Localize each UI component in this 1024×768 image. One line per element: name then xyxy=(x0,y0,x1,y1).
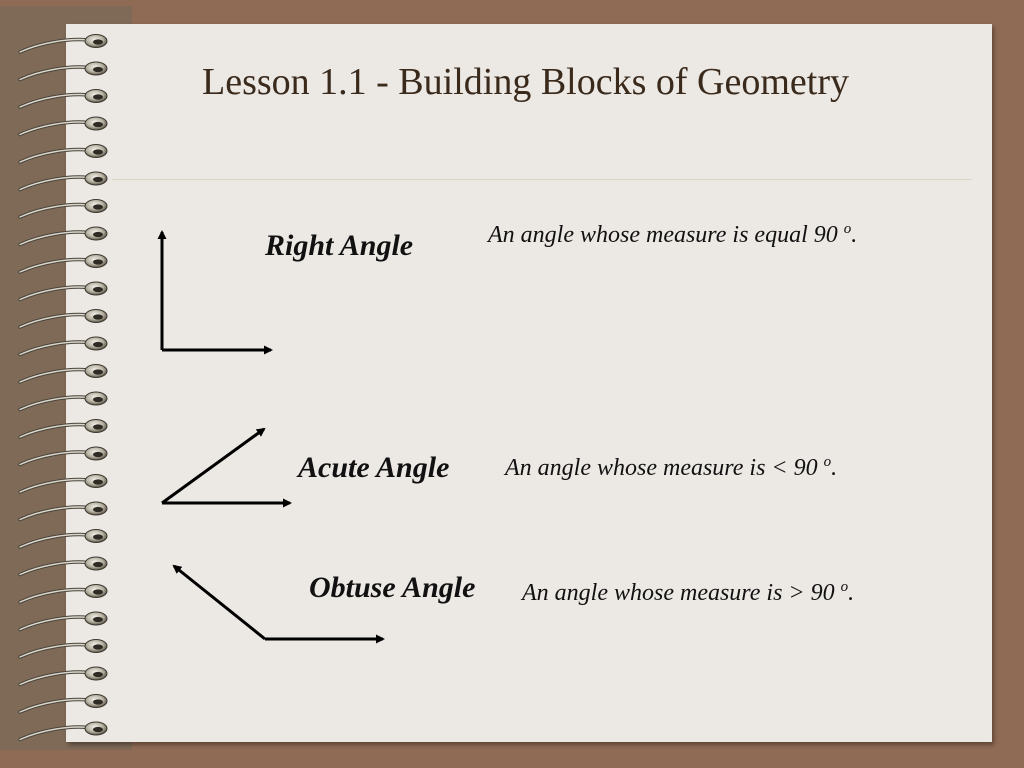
right-angle-definition-text: An angle whose measure is equal 90 xyxy=(488,222,838,248)
right-angle-definition xyxy=(488,222,857,249)
acute-angle-definition-text: An angle whose measure is < 90 xyxy=(505,455,818,481)
page-title: Lesson 1.1 - Building Blocks of Geometry xyxy=(202,61,849,103)
definition-period: . xyxy=(848,580,855,606)
acute-angle-icon xyxy=(162,429,290,503)
definition-period: . xyxy=(851,222,858,248)
obtuse-angle-term: Obtuse Angle xyxy=(309,571,476,604)
degree-mark: o xyxy=(840,579,849,595)
obtuse-angle-definition xyxy=(522,580,854,607)
right-angle-icon xyxy=(162,232,271,350)
right-angle-term: Right Angle xyxy=(265,229,414,262)
degree-mark: o xyxy=(823,454,832,470)
acute-angle-term: Acute Angle xyxy=(298,451,450,484)
definition-period: . xyxy=(831,455,838,481)
acute-angle-definition xyxy=(505,455,837,482)
degree-mark: o xyxy=(843,221,852,237)
obtuse-angle-definition-text: An angle whose measure is > 90 xyxy=(522,580,835,606)
